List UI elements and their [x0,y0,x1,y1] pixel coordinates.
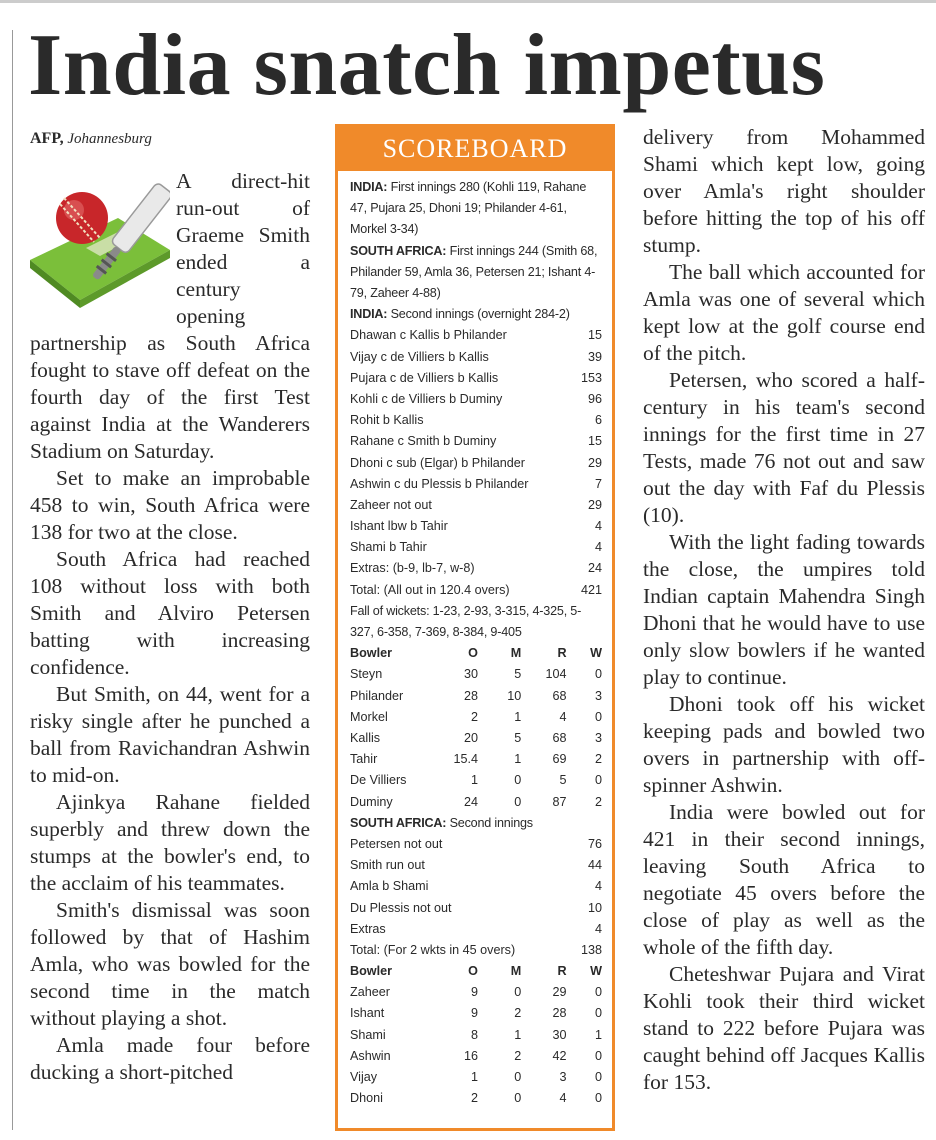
bowling-figure: 1 [470,1070,478,1085]
batting-row [350,389,602,410]
bowling-header [350,643,602,664]
bowling-figure: 5 [559,773,567,788]
bowling-figure: 0 [594,1070,602,1085]
bowler-name: Morkel [350,709,388,724]
batsman-runs: 4 [594,519,602,534]
bowling-header-cell: M [510,964,522,979]
india-first-innings [350,177,602,241]
batsman-entry: Shami b Tahir [350,540,427,555]
batsman-runs: 44 [587,858,602,873]
batsman-entry: Amla b Shami [350,879,429,894]
bowling-figure: 0 [594,1091,602,1106]
batsman-entry: Extras [350,921,386,936]
bowling-header-cell: O [468,646,478,661]
bowling-figure: 2 [594,752,602,767]
batsman-runs: 15 [587,434,602,449]
bowler-name: Kallis [350,731,381,746]
bowling-row [350,982,602,1003]
scoreboard-title: SCOREBOARD [338,127,612,171]
bowling-figure: 20 [463,731,478,746]
batting-row [350,431,602,452]
bowling-figure: 10 [507,688,522,703]
batting-row [350,558,602,579]
scoreboard-body [338,171,612,1109]
bowling-header-cell: W [590,964,602,979]
bowling-figure: 30 [552,1027,567,1042]
bowling-figure: 29 [552,985,567,1000]
right-paragraph: India were bowled out for 421 in their second innings, leaving South Africa to negotiate 45 overs before the close of play as well as the whole of the fifth day. [643,800,925,959]
bowling-figure: 0 [514,1070,522,1085]
sa-second-innings [350,813,602,834]
batting-row [350,834,602,855]
batsman-runs: 76 [587,836,602,851]
bowling-row [350,664,602,685]
sa-first-text: First innings 244 (Smith 68, Philander 59, Amla 36, Petersen 21; Ishant 4-79, Zaheer 4-88) [350,243,598,301]
left-paragraph: South Africa had reached 108 without loss with both Smith and Alviro Petersen batting with increasing confidence. [30,547,310,679]
right-column [643,124,925,1096]
bowling-row [350,749,602,770]
sa-first-innings [350,241,602,305]
bowling-header [350,961,602,982]
batting-row [350,368,602,389]
bowling-figure: 4 [559,709,567,724]
bowling-header-cell: Bowler [350,964,392,979]
bowling-figure: 69 [552,752,567,767]
batting-row [350,876,602,897]
batting-row [350,474,602,495]
bowling-figure: 1 [594,1027,602,1042]
batting-row [350,410,602,431]
batting-row [350,325,602,346]
bowling-figure: 4 [559,1091,567,1106]
batsman-runs: 29 [587,455,602,470]
right-paragraph: Cheteshwar Pujara and Virat Kohli took their third wicket stand to 222 before Pujara was caught behind off Jacques Kallis for 153. [643,962,925,1094]
bowling-row [350,1046,602,1067]
bowling-figure: 42 [552,1048,567,1063]
bowling-figure: 0 [514,985,522,1000]
india-first-text: First innings 280 (Kohli 119, Rahane 47, Pujara 25, Dhoni 19; Philander 4-61, Morkel 3-34) [350,180,587,237]
batsman-runs: 15 [587,328,602,343]
bowler-name: Dhoni [350,1091,383,1106]
bowling-figure: 0 [514,794,522,809]
bowler-name: Vijay [350,1070,378,1085]
bowling-row [350,770,602,791]
bowling-figure: 1 [470,773,478,788]
sa-first-label: SOUTH AFRICA: [350,243,447,258]
bowling-figure: 2 [470,709,478,724]
batsman-entry: Ashwin c du Plessis b Philander [350,476,529,491]
bowling-figure: 8 [470,1027,478,1042]
bowling-header-cell: R [557,964,567,979]
sa-bowling-table [350,643,602,813]
sa-batting-list [350,834,602,961]
byline-agency: AFP, [30,130,64,147]
bowling-figure: 16 [463,1048,478,1063]
bowling-figure: 24 [463,794,478,809]
bowling-row [350,1088,602,1109]
batsman-entry: Du Plessis not out [350,900,452,915]
left-column [30,128,310,1086]
bowling-figure: 30 [463,667,478,682]
batting-row [350,495,602,516]
india-bowling-table [350,961,602,1109]
bowler-name: Duminy [350,794,393,809]
batsman-runs: 6 [594,413,602,428]
batsman-entry: Dhawan c Kallis b Philander [350,328,507,343]
batsman-entry: Ishant lbw b Tahir [350,519,448,534]
top-rule [0,0,936,3]
bowler-name: Philander [350,688,404,703]
batsman-runs: 4 [594,879,602,894]
batsman-runs: 29 [587,497,602,512]
batsman-entry: Smith run out [350,858,425,873]
column-rule [12,30,13,1130]
bowler-name: Ishant [350,1006,385,1021]
cricket-ball-and-bat-icon [30,168,170,308]
batsman-entry: Vijay c de Villiers b Kallis [350,349,489,364]
right-paragraph: The ball which accounted for Amla was one of several which kept low at the golf course end of the pitch. [643,260,925,365]
batsman-entry: Zaheer not out [350,497,432,512]
batting-row [350,537,602,558]
left-paragraph: But Smith, on 44, went for a risky single after he punched a ball from Ravichandran Ashwin to mid-on. [30,682,310,787]
bowling-figure: 0 [514,1091,522,1106]
bowling-figure: 1 [514,709,522,724]
bowler-name: Steyn [350,667,383,682]
india-first-label: INDIA: [350,180,388,194]
left-paragraph: Amla made four before ducking a short-pitched [30,1033,310,1084]
bowling-figure: 68 [552,731,567,746]
india-second-label: INDIA: [350,307,388,322]
bowling-figure: 2 [514,1006,522,1021]
bowling-figure: 3 [594,688,602,703]
bowling-figure: 0 [594,1006,602,1021]
bowling-row [350,707,602,728]
batting-row [350,940,602,961]
bowling-figure: 28 [463,688,478,703]
bowling-figure: 0 [514,773,522,788]
bowling-figure: 2 [514,1048,522,1063]
batsman-runs: 39 [587,349,602,364]
byline [30,128,310,150]
left-paragraph: Set to make an improbable 458 to win, South Africa were 138 for two at the close. [30,466,310,544]
bowling-row [350,1003,602,1024]
batting-row [350,855,602,876]
fall-of-wickets: Fall of wickets: 1-23, 2-93, 3-315, 4-325, 5-327, 6-358, 7-369, 8-384, 9-405 [350,603,582,640]
bowling-figure: 0 [594,773,602,788]
bowling-figure: 2 [470,1091,478,1106]
batting-row [350,453,602,474]
bowler-name: De Villiers [350,773,407,788]
batsman-runs: 24 [587,561,602,576]
batsman-runs: 153 [580,370,602,385]
batting-row [350,580,602,601]
batsman-entry: Extras: (b-9, lb-7, w-8) [350,561,475,576]
left-paragraph: A direct-hit run-out of Graeme Smith ended a century opening partnership as South Africa fought to stave off defeat on the fourth day of the first Test against India at the Wanderers Stadium on Saturday. [30,169,310,463]
bowling-figure: 1 [514,752,522,767]
bowling-figure: 0 [594,667,602,682]
batsman-entry: Dhoni c sub (Elgar) b Philander [350,455,526,470]
bowling-row [350,792,602,813]
bowling-figure: 3 [594,731,602,746]
batsman-entry: Rohit b Kallis [350,413,424,428]
india-second-innings [350,304,602,325]
sa-second-label: SOUTH AFRICA: [350,815,447,830]
bowling-figure: 1 [514,1027,522,1042]
right-paragraph: Dhoni took off his wicket keeping pads and bowled two overs in partnership with off-spinner Ashwin. [643,692,925,797]
bowling-header-cell: W [590,646,602,661]
bowling-figure: 5 [514,667,522,682]
batsman-entry: Rahane c Smith b Duminy [350,434,497,449]
batsman-entry: Pujara c de Villiers b Kallis [350,370,499,385]
right-paragraph: With the light fading towards the close, the umpires told Indian captain Mahendra Singh Dhoni that he would have to use only slow bowlers if he wanted play to continue. [643,530,925,689]
left-paragraph: Ajinkya Rahane fielded superbly and threw down the stumps at the bowler's end, to the acclaim of his teammates. [30,790,310,895]
bowling-header-cell: R [557,646,567,661]
bowling-figure: 3 [559,1070,567,1085]
bowling-header-cell: M [510,646,522,661]
bowling-figure: 28 [552,1006,567,1021]
batsman-runs: 7 [594,476,602,491]
bowling-header-cell: O [468,964,478,979]
batsman-entry: Total: (For 2 wkts in 45 overs) [350,942,516,957]
sa-second-text: Second innings [446,815,533,830]
batsman-entry: Kohli c de Villiers b Duminy [350,391,503,406]
batting-row [350,516,602,537]
bowler-name: Ashwin [350,1048,391,1063]
bowling-row [350,1025,602,1046]
bowling-figure: 104 [545,667,567,682]
bowling-figure: 15.4 [453,752,478,767]
bowling-figure: 2 [594,794,602,809]
headline: India snatch impetus [28,17,826,114]
bowler-name: Zaheer [350,985,390,1000]
batsman-entry: Petersen not out [350,836,443,851]
bowler-name: Shami [350,1027,386,1042]
left-paragraph: Smith's dismissal was soon followed by that of Hashim Amla, who was bowled for the second time in the match without playing a shot. [30,898,310,1030]
batsman-runs: 421 [580,582,602,597]
batting-row [350,898,602,919]
bowling-header-cell: Bowler [350,646,392,661]
bowling-figure: 0 [594,1048,602,1063]
batsman-runs: 138 [580,942,602,957]
india-batting-list [350,325,602,600]
bowling-figure: 9 [470,985,478,1000]
bowler-name: Tahir [350,752,378,767]
bowling-figure: 5 [514,731,522,746]
batsman-runs: 10 [587,900,602,915]
bowling-row [350,1067,602,1088]
batsman-runs: 4 [594,921,602,936]
batsman-runs: 96 [587,391,602,406]
bowling-row [350,686,602,707]
bowling-figure: 0 [594,985,602,1000]
bowling-figure: 0 [594,709,602,724]
right-paragraph: Petersen, who scored a half-century in his team's second innings for the first time in 27 Tests, made 76 not out and saw out the day with Faf du Plessis (10). [643,368,925,527]
right-paragraph: delivery from Mohammed Shami which kept low, going over Amla's right shoulder before hitting the top of his off stump. [643,125,925,257]
scoreboard [335,124,615,1131]
batting-row [350,919,602,940]
india-second-text: Second innings (overnight 284-2) [387,307,570,322]
batsman-entry: Total: (All out in 120.4 overs) [350,582,510,597]
bowling-row [350,728,602,749]
byline-place: Johannesburg [67,131,152,147]
bowling-figure: 9 [470,1006,478,1021]
batsman-runs: 4 [594,540,602,555]
bowling-figure: 68 [552,688,567,703]
batting-row [350,347,602,368]
bowling-figure: 87 [552,794,567,809]
